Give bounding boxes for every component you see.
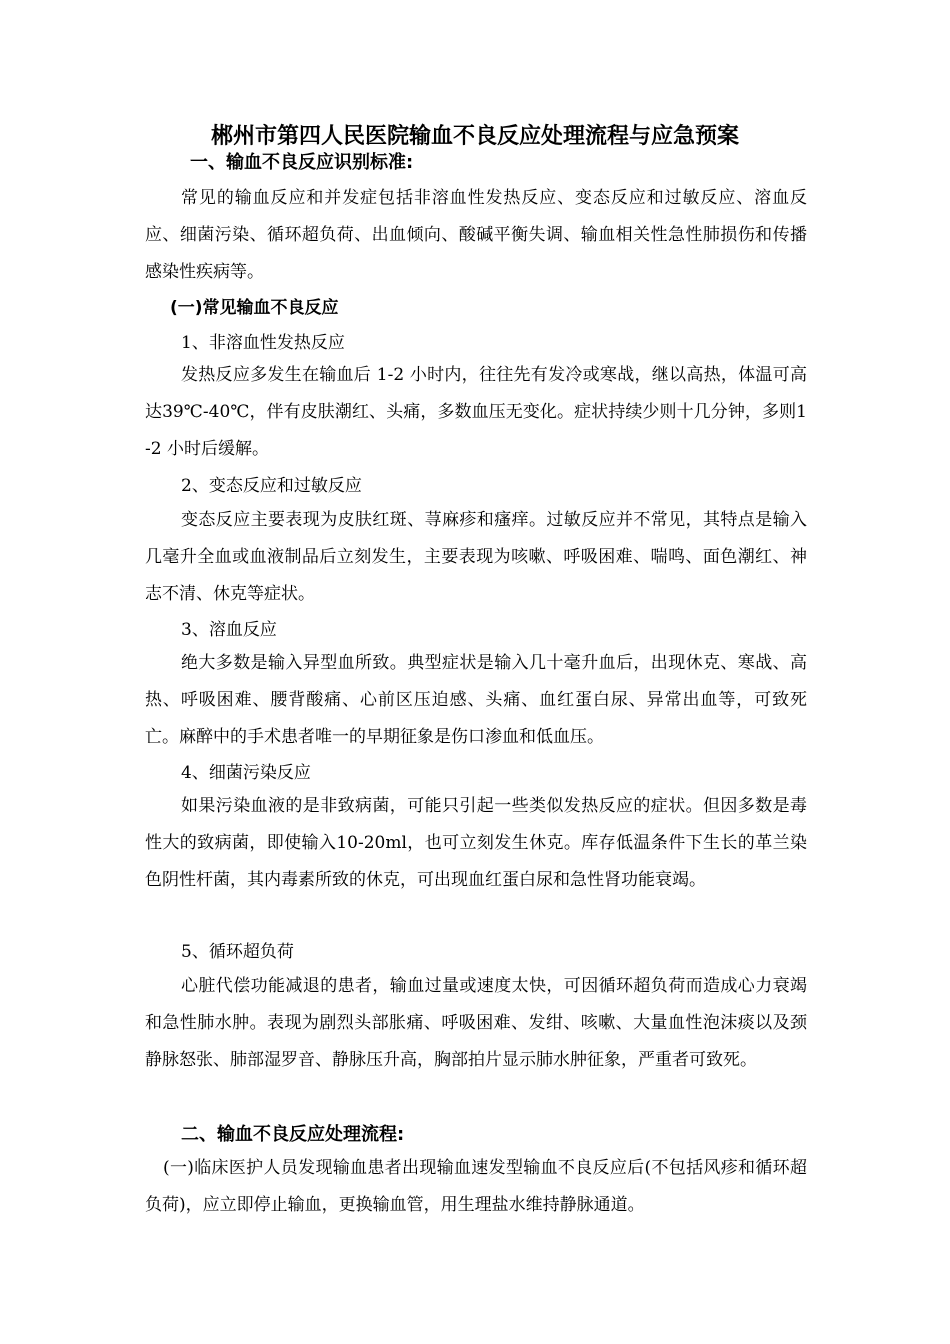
item-text-3: 绝大多数是输入异型血所致。典型症状是输入几十毫升血后，出现休克、寒战、高热、呼吸困难、腰背酸痛、心前区压迫感、头痛、血红蛋白尿、异常出血等，可致死亡。麻醉中的手术患者唯一的早期征象是伤口渗血和低血压。	[145, 653, 807, 747]
item-text-1: 发热反应多发生在输血后 1-2 小时内，往往先有发冷或寒战，继以高热，体温可高达39℃-40℃，伴有皮肤潮红、头痛，多数血压无变化。症状持续少则十几分钟，多则1-2 小时后缓解。	[145, 365, 807, 459]
item-text-2: 变态反应主要表现为皮肤红斑、荨麻疹和瘙痒。过敏反应并不常见，其特点是输入几毫升全血或血液制品后立刻发生，主要表现为咳嗽、呼吸困难、喘鸣、面色潮红、神志不清、休克等症状。	[145, 510, 807, 604]
item-text-5: 心脏代偿功能减退的患者，输血过量或速度太快，可因循环超负荷而造成心力衰竭和急性肺水肿。表现为剧烈头部胀痛、呼吸困难、发绀、咳嗽、大量血性泡沫痰以及颈静脉怒张、肺部湿罗音、静脉压升高，胸部拍片显示肺水肿征象，严重者可致死。	[145, 976, 807, 1070]
section1-intro-paragraph: 常见的输血反应和并发症包括非溶血性发热反应、变态反应和过敏反应、溶血反应、细菌污染、循环超负荷、出血倾向、酸碱平衡失调、输血相关性急性肺损伤和传播感染性疾病等。	[145, 188, 807, 282]
item-title-4: 4、细菌污染反应	[181, 763, 311, 783]
item-title-1: 1、非溶血性发热反应	[181, 333, 345, 353]
section1-heading: 一、输血不良反应识别标准:	[190, 152, 414, 173]
item-text-4: 如果污染血液的是非致病菌，可能只引起一些类似发热反应的症状。但因多数是毒性大的致病菌，即使输入10-20ml，也可立刻发生休克。库存低温条件下生长的革兰染色阴性杆菌，其内毒素所致的休克，可出现血红蛋白尿和急性肾功能衰竭。	[145, 796, 807, 890]
section1-subheading: (一)常见输血不良反应	[170, 298, 339, 318]
section2-heading: 二、输血不良反应处理流程:	[181, 1124, 405, 1145]
item-title-3: 3、溶血反应	[181, 620, 277, 640]
item-title-2: 2、变态反应和过敏反应	[181, 476, 362, 496]
section2-paragraph: (一)临床医护人员发现输血患者出现输血速发型输血不良反应后(不包括风疹和循环超负荷)，应立即停止输血，更换输血管，用生理盐水维持静脉通道。	[145, 1158, 807, 1215]
item-title-5: 5、循环超负荷	[181, 942, 294, 962]
document-title: 郴州市第四人民医院输血不良反应处理流程与应急预案	[210, 124, 739, 149]
